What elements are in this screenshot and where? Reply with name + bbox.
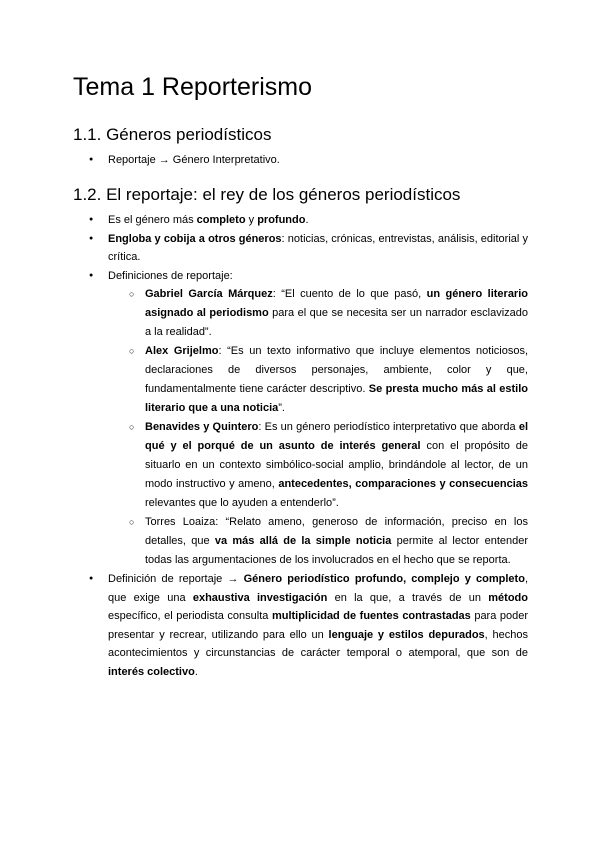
definitions-list [73,285,528,570]
section-1-list [73,151,528,170]
list-item: ● Engloba y cobija a otros géneros: noticias, crónicas, entrevistas, análisis, editorial y crítica. [73,230,528,267]
definition-item: ○ Benavides y Quintero: Es un género periodístico interpretativo que aborda el qué y el porqué de un asunto de interés general con el propósito de situarlo en un contexto simbólico-social amplio, brindándole al lector, de un modo instructivo y ameno, antecedentes, comparaciones y consecuencias relevantes que lo ayuden a entenderlo”. [73,418,528,513]
definition-item: ○ Torres Loaiza: “Relato ameno, generoso de información, preciso en los detalles, que va más allá de la simple noticia permite al lector entender todas las argumentaciones de los involucrados en el hecho que se reporta. [73,513,528,570]
list-item: ● Reportaje → Género Interpretativo. [73,151,528,170]
document-title: Tema 1 Reporterismo [73,73,312,101]
section-heading-reportaje: 1.2. El reportaje: el rey de los géneros periodísticos [73,185,461,204]
definition-item: ○ Alex Grijelmo: “Es un texto informativo que incluye elementos noticiosos, declaraciones de diversos personajes, ambiente, color y que, fundamentalmente tiene carácter descriptivo. Se presta mucho más al estilo literario que a una noticia”. [73,342,528,418]
section-2-list [73,211,528,681]
list-item: ● Definiciones de reportaje: ○ Gabriel García Márquez: “El cuento de lo que pasó, un género literario asignado al periodismo para el que se necesita ser un narrador esclavizado a la realidad”. ○ Alex Grijelmo: “Es un texto informativo que incluye elementos noticiosos, declaraciones de diversos personajes, ambiente, color y que, fundamentalmente tiene carácter descriptivo. Se presta mucho más al estilo literario que a una noticia”. ○ Benavides y Quintero: Es un género periodístico interpretativo que aborda el qué y el porqué de un asunto de interés general con el propósito de situarlo en un contexto simbólico-social amplio, brindándole al lector, de un modo instructivo y ameno, antecedentes, comparaciones y consecuencias relevantes que lo ayuden a entenderlo”. ○ Torres Loaiza: “Relato ameno, generoso de información, preciso en los detalles, que va más allá de la simple noticia permite al lector entender todas las argumentaciones de los involucrados en el hecho que se reporta. [73,267,528,571]
section-heading-generos: 1.1. Géneros periodísticos [73,125,272,144]
list-item: ● Definición de reportaje → Género periodístico profundo, complejo y completo, que exige una exhaustiva investigación en la que, a través de un método específico, el periodista consulta multiplicidad de fuentes contrastadas para poder presentar y recrear, utilizando para ello un lenguaje y estilos depurados, hechos acontecimientos y circunstancias de carácter temporal o atemporal, que son de interés colectivo. [73,570,528,681]
list-item: ● Es el género más completo y profundo. [73,211,528,230]
definition-item: ○ Gabriel García Márquez: “El cuento de lo que pasó, un género literario asignado al periodismo para el que se necesita ser un narrador esclavizado a la realidad”. [73,285,528,342]
